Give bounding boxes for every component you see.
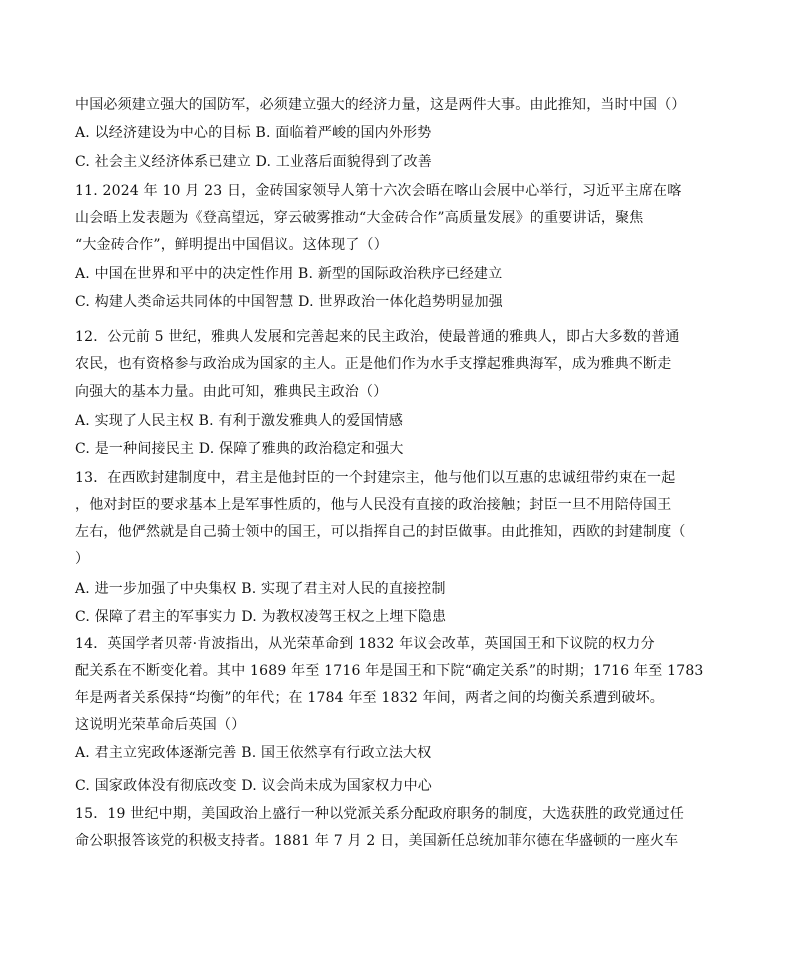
question-13-options-cd: C. 保障了君主的军事实力 D. 为教权凌驾王权之上埋下隐患 xyxy=(75,609,447,625)
question-14-options-cd: C. 国家政体没有彻底改变 D. 议会尚未成为国家权力中心 xyxy=(75,778,432,794)
question-14-stem-line-1: 14．英国学者贝蒂·肯波指出，从光荣革命到 1832 年议会改革，英国国王和下议院的权力分 xyxy=(75,636,655,652)
question-15-stem-line-1: 15．19 世纪中期，美国政治上盛行一种以党派关系分配政府职务的制度，大选获胜的政党通过任 xyxy=(75,806,685,822)
question-15-stem-line-2: 命公职报答该党的积极支持者。1881 年 7 月 2 日，美国新任总统加菲尔德在华盛顿的一座火车 xyxy=(75,833,679,849)
question-14-stem-line-3: 年是两者关系保持“均衡”的年代；在 1784 年至 1832 年间，两者之间的均衡关系遭到破坏。 xyxy=(75,690,664,706)
question-10-stem-line: 中国必须建立强大的国防军，必须建立强大的经济力量，这是两件大事。由此推知，当时中国（） xyxy=(75,97,686,113)
question-13-stem-line-4: ） xyxy=(75,551,90,567)
question-11-options-ab: A. 中国在世界和平中的决定性作用 B. 新型的国际政治秩序已经建立 xyxy=(75,266,503,282)
question-10-options-cd: C. 社会主义经济体系已建立 D. 工业落后面貌得到了改善 xyxy=(75,154,432,170)
question-12-stem-line-2: 农民，也有资格参与政治成为国家的主人。正是他们作为水手支撑起雅典海军，成为雅典不断走 xyxy=(75,356,672,372)
question-13-stem-line-2: ，他对封臣的要求基本上是军事性质的，他与人民没有直接的政治接触；封臣一旦不用陪侍国王 xyxy=(75,497,672,513)
question-12-options-cd: C. 是一种间接民主 D. 保障了雅典的政治稳定和强大 xyxy=(75,441,404,457)
question-10-options-ab: A. 以经济建设为中心的目标 B. 面临着严峻的国内外形势 xyxy=(75,125,432,141)
question-14-options-ab: A. 君主立宪政体逐渐完善 B. 国王依然享有行政立法大权 xyxy=(75,745,432,761)
question-11-options-cd: C. 构建人类命运共同体的中国智慧 D. 世界政治一体化趋势明显加强 xyxy=(75,294,503,310)
question-12-options-ab: A. 实现了人民主权 B. 有利于激发雅典人的爱国情感 xyxy=(75,413,404,429)
question-14-stem-line-2: 配关系在不断变化着。其中 1689 年至 1716 年是国王和下院“确定关系”的时期；1716 年至 1783 xyxy=(75,663,704,679)
question-12-stem-line-1: 12．公元前 5 世纪，雅典人发展和完善起来的民主政治，使最普通的雅典人，即占大多数的普通 xyxy=(75,329,680,345)
question-14-stem-line-4: 这说明光荣革命后英国（） xyxy=(75,717,246,733)
question-13-stem-line-3: 左右，他俨然就是自己骑士领中的国王，可以指挥自己的封臣做事。由此推知，西欧的封建制度（ xyxy=(75,524,686,540)
question-13-options-ab: A. 进一步加强了中央集权 B. 实现了君主对人民的直接控制 xyxy=(75,581,446,597)
question-11-stem-line-2: 山会晤上发表题为《登高望远，穿云破雾推动“大金砖合作”高质量发展》的重要讲话，聚焦 xyxy=(75,210,644,226)
question-13-stem-line-1: 13．在西欧封建制度中，君主是他封臣的一个封建宗主，他与他们以互惠的忠诚纽带约束在一起 xyxy=(75,470,676,486)
question-11-stem-line-3: “大金砖合作”，鲜明提出中国倡议。这体现了（） xyxy=(75,237,388,253)
question-12-stem-line-3: 向强大的基本力量。由此可知，雅典民主政治（） xyxy=(75,384,388,400)
question-11-stem-line-1: 11. 2024 年 10 月 23 日，金砖国家领导人第十六次会晤在喀山会展中心举行，习近平主席在喀 xyxy=(75,183,682,199)
